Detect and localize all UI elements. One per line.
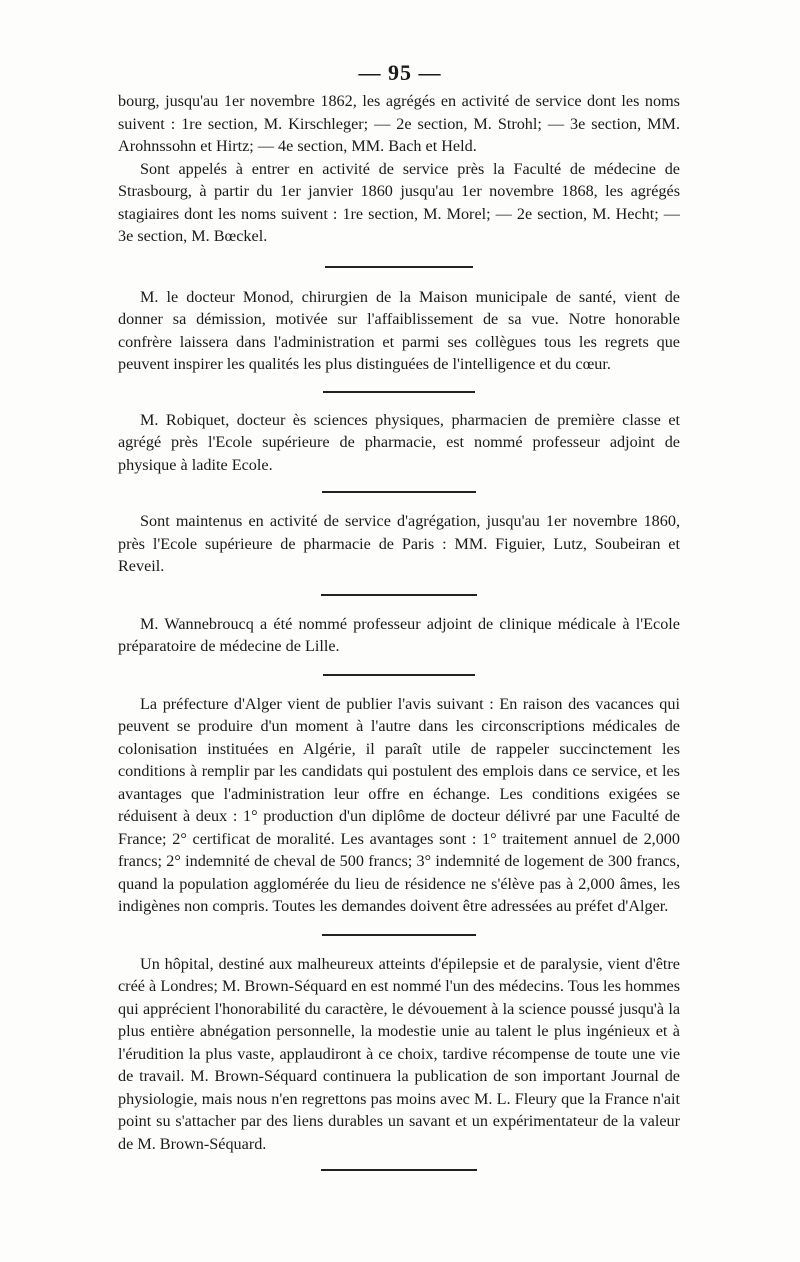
page-body [118,90,680,1171]
section-divider [323,674,475,676]
section-divider [321,1169,477,1171]
section-divider [321,594,477,596]
paragraph-wannebroucq: M. Wannebroucq a été nommé professeur adjoint de clinique médicale à l'Ecole préparatoire de médecine de Lille. [118,614,680,655]
paragraph-brown-sequard: Un hôpital, destiné aux malheureux atteints d'épilepsie et de paralysie, vient d'être créé à Londres; M. Brown-Séquard en est nommé l'un des médecins. Tous les hommes qui apprécient l'honorabilité du caractère, le dévouement à la science poussé jusqu'à la plus entière abnégation personnelle, la modestie unie au talent le plus ingénieux et à l'érudition la plus vaste, applaudiront à ce choix, tardive récompense de toute une vie de travail. M. Brown-Séquard continuera la publication de son important Journal de physiologie, mais nous n'en regrettons pas moins avec M. L. Fleury que la France n'ait point su s'attacher par des liens durables un savant et un expérimentateur de la valeur de M. Brown-Séquard. [118,954,680,1153]
page-number: — 95 — [358,60,442,85]
section-divider [323,391,475,393]
section-divider [322,934,476,936]
paragraph-robiquet: M. Robiquet, docteur ès sciences physiques, pharmacien de première classe et agrégé près l'Ecole supérieure de pharmacie, est nommé professeur adjoint de physique à ladite Ecole. [118,410,680,474]
paragraph-monod: M. le docteur Monod, chirurgien de la Maison municipale de santé, vient de donner sa démission, motivée sur l'affaiblissement de sa vue. Notre honorable confrère laissera dans l'administration et parmi ses collègues tous les regrets que peuvent inspirer les qualités les plus distinguées de l'intelligence et du cœur. [118,287,680,373]
paragraph-agreges-stagiaires: Sont appelés à entrer en activité de service près la Faculté de médecine de Strasbourg, à partir du 1er janvier 1860 jusqu'au 1er novembre 1868, les agrégés stagiaires dont les noms suivent : 1re section, M. Morel; — 2e section, M. Hecht; — 3e section, M. Bœckel. [118,159,680,245]
paragraph-agregation-pharmacie: Sont maintenus en activité de service d'agrégation, jusqu'au 1er novembre 1860, près l'Ecole supérieure de pharmacie de Paris : MM. Figuier, Lutz, Soubeiran et Reveil. [118,512,680,575]
paragraph-agreges-continuation: bourg, jusqu'au 1er novembre 1862, les agrégés en activité de service dont les noms suivent : 1re section, M. Kirschleger; — 2e section, M. Strohl; — 3e section, MM. Arohnssohn et Hirtz; — 4e section, MM. Bach et Held. [118,92,680,155]
paragraph-prefecture-alger: La préfecture d'Alger vient de publier l'avis suivant : En raison des vacances qui peuvent se produire d'un moment à l'autre dans les circonscriptions médicales de colonisation instituées en Algérie, il paraît utile de rappeler succinctement les conditions à remplir par les candidats qui postulent des emplois dans ce service, et les avantages que l'administration leur offre en échange. Les conditions exigées se réduisent à deux : 1° production d'un diplôme de docteur délivré par une Faculté de France; 2° certificat de moralité. Les avantages sont : 1° traitement annuel de 2,000 francs; 2° indemnité de cheval de 500 francs; 3° indemnité de logement de 300 francs, quand la population agglomérée du lieu de résidence ne s'élève pas à 2,000 âmes, les indigènes non compris. Toutes les demandes doivent être adressées au préfet d'Alger. [118,694,680,915]
section-divider [325,266,473,268]
section-divider [322,491,476,493]
